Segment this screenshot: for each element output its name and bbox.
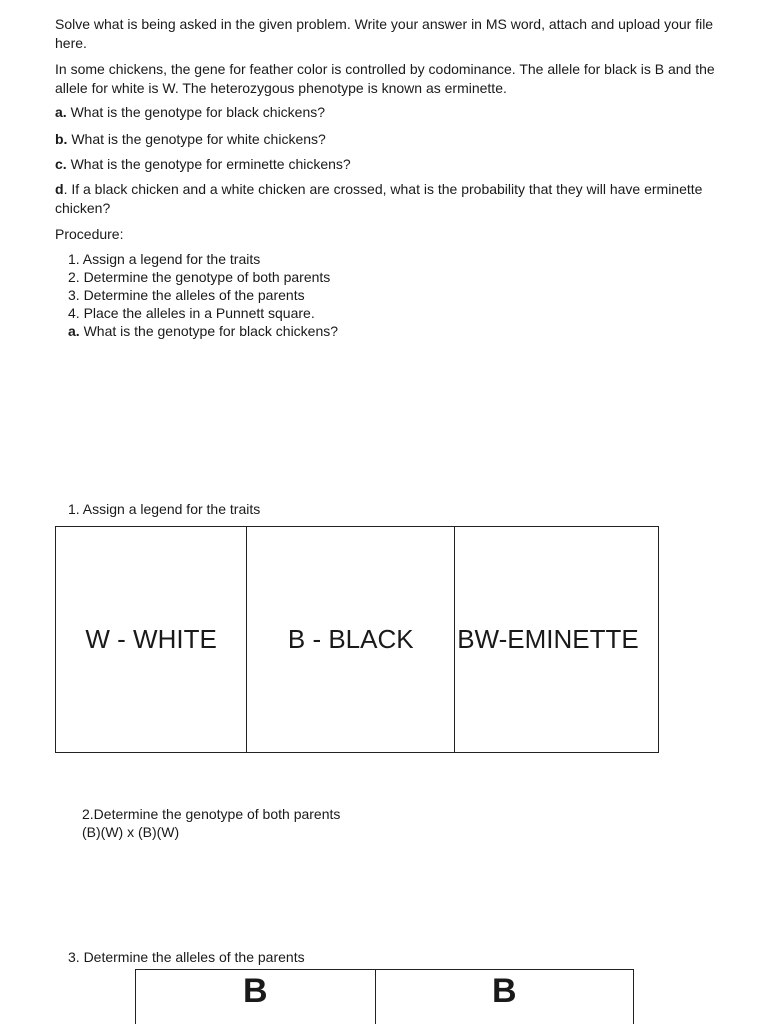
allele-row <box>136 970 634 1024</box>
procedure-step: 1. Assign a legend for the traits <box>68 251 261 267</box>
question-c <box>55 155 715 174</box>
question-text: . If a black chicken and a white chicken are crossed, what is the probability that they will have erminette chicken? <box>55 181 703 216</box>
question-b <box>55 130 715 149</box>
section3-heading: 3. Determine the alleles of the parents <box>68 949 305 965</box>
question-letter: a. <box>55 104 67 120</box>
question-letter: b. <box>55 131 68 147</box>
legend-row <box>56 527 659 753</box>
allele-table <box>135 969 634 1024</box>
question-letter: d <box>55 181 64 197</box>
sub-question-letter: a. <box>68 323 80 339</box>
question-a <box>55 103 715 122</box>
procedure-step: 3. Determine the alleles of the parents <box>68 287 305 303</box>
question-text: What is the genotype for black chickens? <box>66 104 326 120</box>
instructions-text: Solve what is being asked in the given problem. Write your answer in MS word, attach and upload your file here. <box>55 16 714 51</box>
procedure-heading: Procedure: <box>55 226 124 242</box>
legend-cell-erminette: BW-EMINETTE <box>455 527 659 753</box>
question-text: What is the genotype for white chickens? <box>67 131 326 147</box>
procedure-sub-question <box>68 322 688 340</box>
question-letter: c. <box>55 156 67 172</box>
sub-question-text: What is the genotype for black chickens? <box>79 323 339 339</box>
question-d <box>55 180 715 218</box>
procedure-step: 4. Place the alleles in a Punnett square. <box>68 305 315 321</box>
section1-heading: 1. Assign a legend for the traits <box>68 501 261 517</box>
legend-cell-white: W - WHITE <box>56 527 247 753</box>
allele-cell: B <box>375 970 633 1024</box>
section2-answer: (B)(W) x (B)(W) <box>82 824 180 840</box>
allele-cell: B <box>136 970 376 1024</box>
problem-text: In some chickens, the gene for feather color is controlled by codominance. The allele for black is B and the allele for white is W. The heterozygous phenotype is known as erminette. <box>55 61 715 96</box>
question-text: What is the genotype for erminette chickens? <box>66 156 351 172</box>
legend-table <box>55 526 659 753</box>
legend-cell-black: B - BLACK <box>247 527 455 753</box>
procedure-list <box>68 250 688 340</box>
procedure-step: 2. Determine the genotype of both parents <box>68 269 331 285</box>
section2-heading: 2.Determine the genotype of both parents <box>82 806 341 822</box>
